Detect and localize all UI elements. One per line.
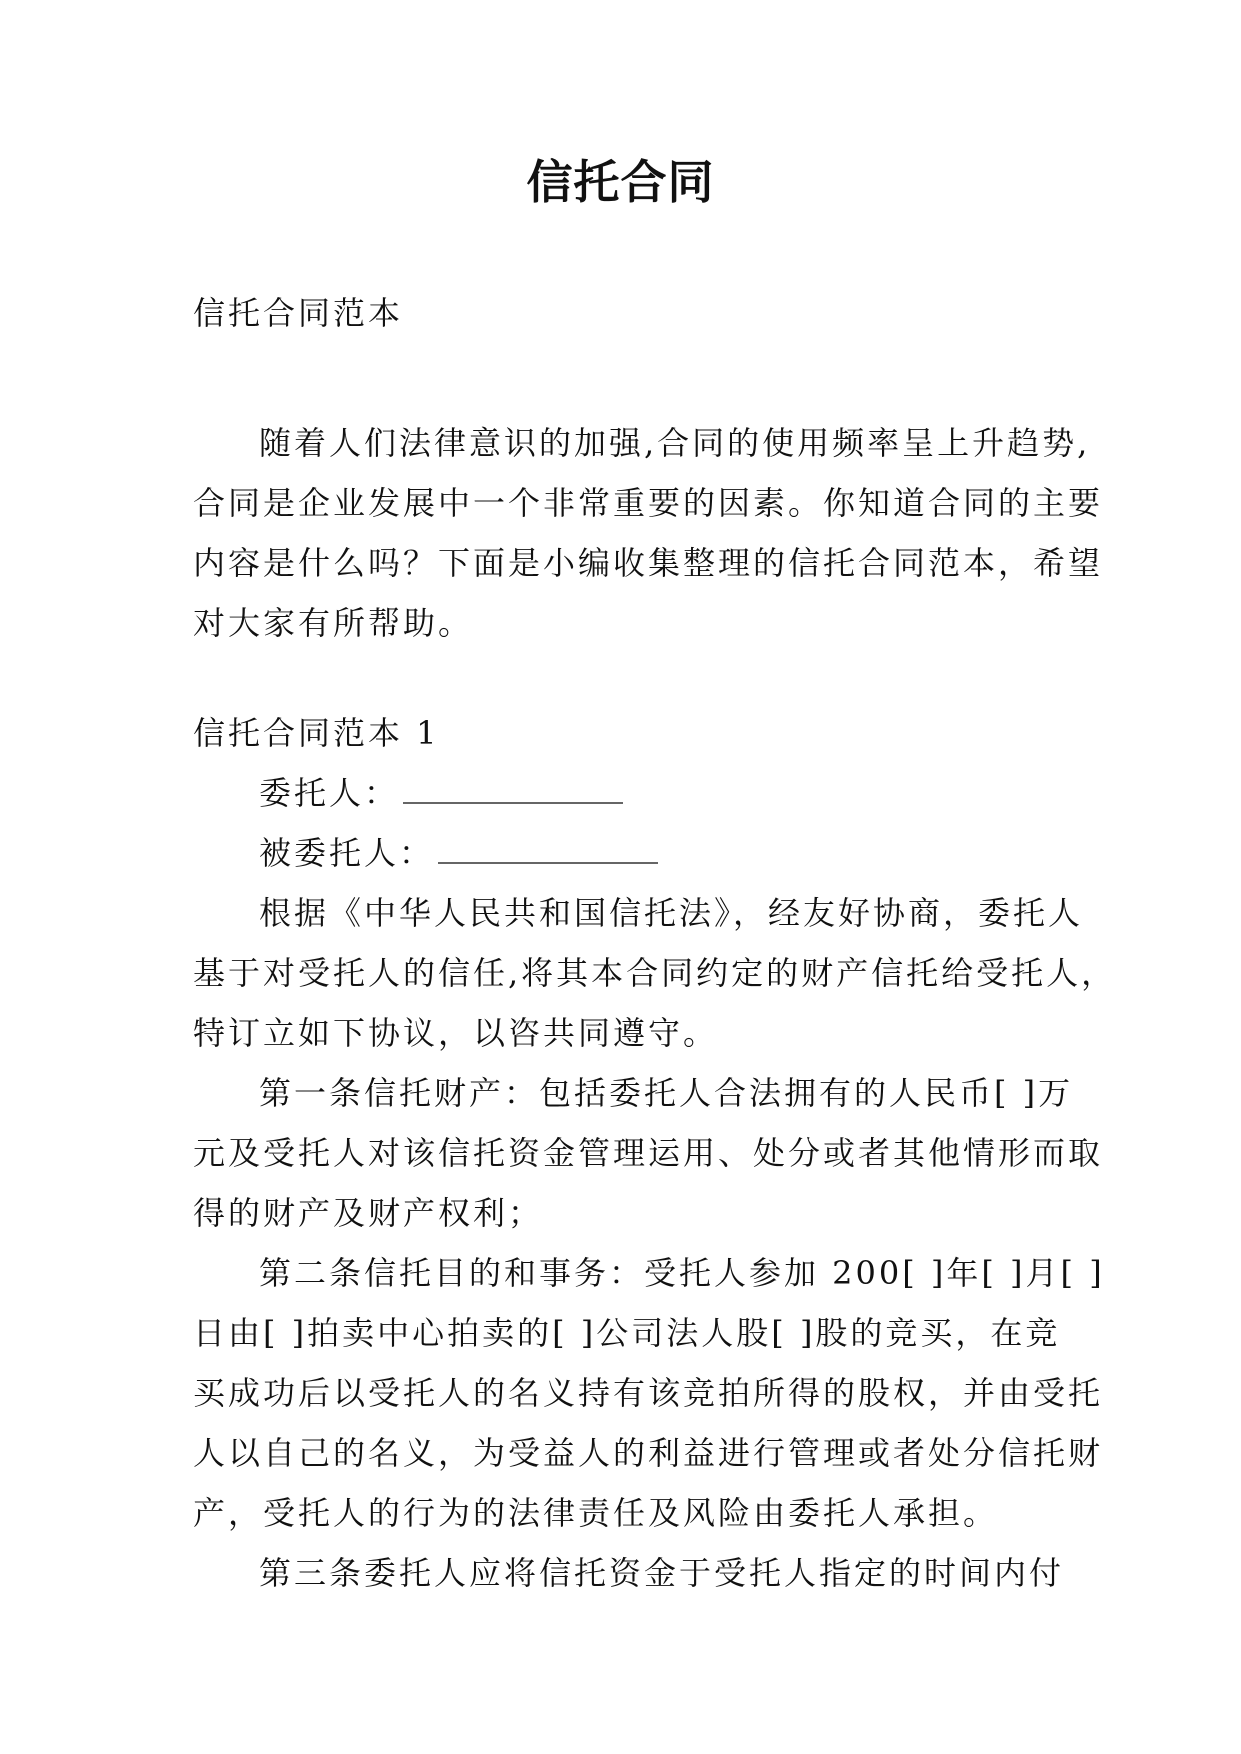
paragraph-line: 第一条信托财产：包括委托人合法拥有的人民币[ ]万 <box>259 1074 1074 1112</box>
preamble-paragraph <box>193 883 1117 1063</box>
paragraph-line: 基于对受托人的信任,将其本合同约定的财产信托给受托人， <box>193 954 1117 992</box>
trustee-blank-line <box>438 838 658 864</box>
document-title: 信托合同 <box>526 155 715 209</box>
paragraph-line: 元及受托人对该信托资金管理运用、处分或者其他情形而取 <box>193 1134 1104 1172</box>
trustee-field <box>193 823 1055 883</box>
article-1-paragraph <box>193 1063 1104 1243</box>
paragraph-line: 买成功后以受托人的名义持有该竞拍所得的股权，并由受托 <box>193 1374 1104 1412</box>
trustee-label: 被委托人： <box>259 834 435 872</box>
subtitle-line: 信托合同范本 <box>193 294 404 332</box>
paragraph-line: 内容是什么吗？下面是小编收集整理的信托合同范本，希望 <box>193 544 1104 582</box>
party-fields <box>193 763 1055 883</box>
trustor-blank-line <box>403 778 623 804</box>
paragraph-line: 日由[ ]拍卖中心拍卖的[ ]公司法人股[ ]股的竞买，在竞 <box>193 1314 1061 1352</box>
paragraph-line: 第二条信托目的和事务：受托人参加 200[ ]年[ ]月[ ] <box>259 1254 1105 1292</box>
paragraph-line: 合同是企业发展中一个非常重要的因素。你知道合同的主要 <box>193 484 1104 522</box>
paragraph-line: 人以自己的名义，为受益人的利益进行管理或者处分信托财 <box>193 1434 1104 1472</box>
document-subtitle <box>193 283 1055 343</box>
paragraph-line: 第三条委托人应将信托资金于受托人指定的时间内付 <box>259 1554 1065 1592</box>
intro-paragraph <box>193 413 1104 653</box>
section-heading <box>193 703 1055 763</box>
paragraph-line: 对大家有所帮助。 <box>193 604 474 642</box>
paragraph-line: 得的财产及财产权利； <box>193 1194 544 1232</box>
section-heading-line: 信托合同范本 1 <box>193 714 440 752</box>
article-2-paragraph <box>193 1243 1105 1543</box>
paragraph-line: 随着人们法律意识的加强,合同的使用频率呈上升趋势, <box>259 424 1091 462</box>
trustor-field <box>193 763 1055 823</box>
article-3-paragraph <box>193 1543 1065 1603</box>
paragraph-line: 特订立如下协议，以咨共同遵守。 <box>193 1014 719 1052</box>
trustor-label: 委托人： <box>259 774 400 812</box>
paragraph-line: 根据《中华人民共和国信托法》，经友好协商，委托人 <box>259 894 1084 932</box>
paragraph-line: 产，受托人的行为的法律责任及风险由委托人承担。 <box>193 1494 999 1532</box>
